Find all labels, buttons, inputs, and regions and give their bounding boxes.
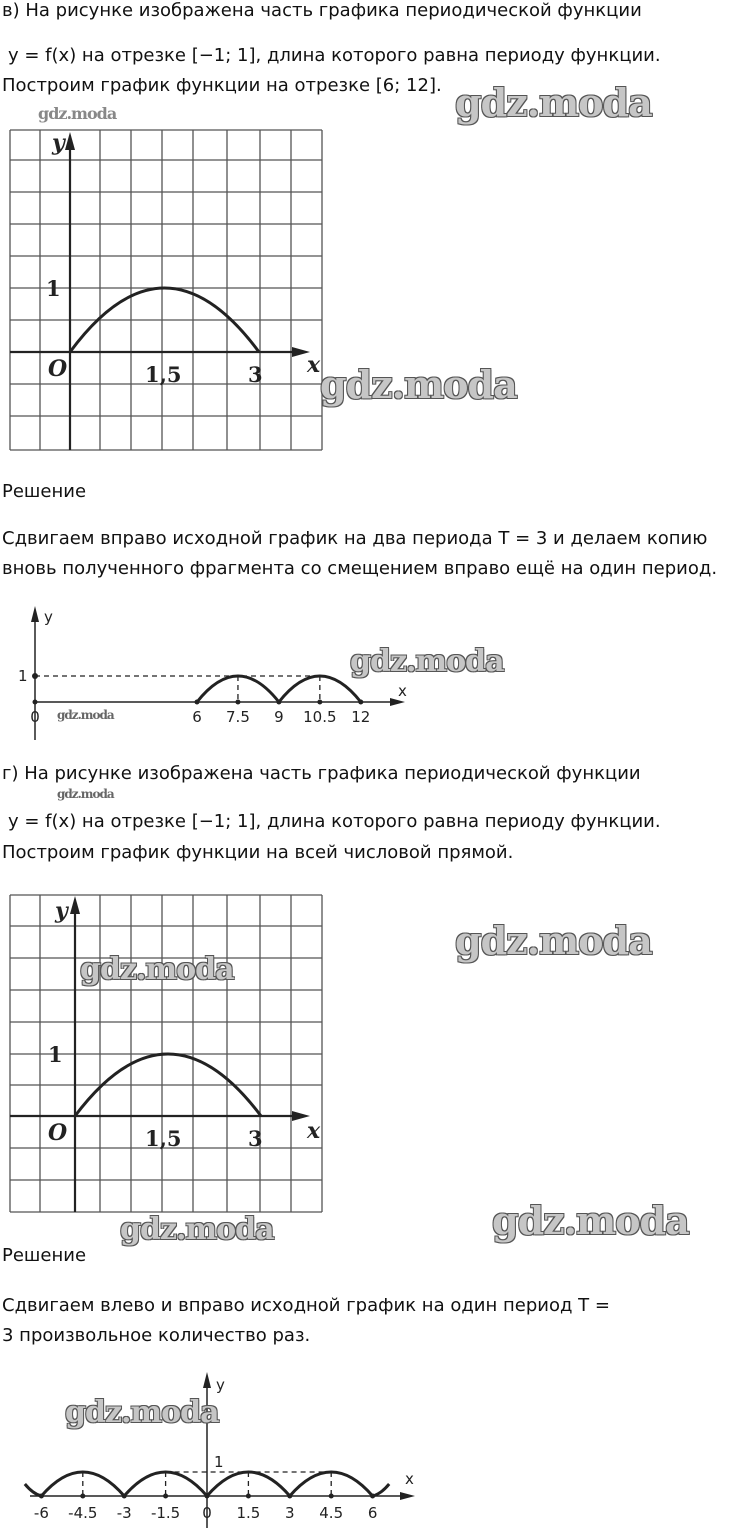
y-axis-label: y bbox=[44, 608, 53, 626]
x-tick-label: 1,5 bbox=[145, 1126, 182, 1151]
watermark: gdz.moda bbox=[320, 362, 517, 407]
watermark: gdz.moda bbox=[65, 1395, 219, 1430]
point bbox=[370, 1494, 375, 1499]
x-tick-label: 6 bbox=[367, 1504, 378, 1522]
x-tick-label: 1.5 bbox=[236, 1504, 261, 1522]
y-tick-label: 1 bbox=[48, 1042, 63, 1067]
x-tick-label: 7.5 bbox=[226, 708, 250, 726]
solution-g-line1: Сдвигаем влево и вправо исходной график на один период T = bbox=[2, 1295, 610, 1316]
point bbox=[39, 1494, 44, 1499]
watermark: gdz.moda bbox=[455, 918, 652, 963]
watermark: gdz.moda bbox=[80, 952, 234, 987]
y-axis-label: y bbox=[52, 130, 65, 156]
problem-g-line1: г) На рисунке изображена часть графика периодической функции bbox=[2, 763, 641, 784]
x-tick-label: -4.5 bbox=[68, 1504, 98, 1522]
point bbox=[122, 1494, 127, 1499]
problem-v-line2: y = f(x) на отрезке [−1; 1], длина которого равна периоду функции. bbox=[8, 45, 661, 66]
x-tick-label: 0 bbox=[30, 708, 40, 726]
y-axis-label: y bbox=[216, 1376, 225, 1394]
watermark: gdz.moda bbox=[38, 104, 117, 123]
x-tick-label: 1,5 bbox=[145, 362, 182, 387]
x-tick-label: 12 bbox=[351, 708, 371, 726]
watermark: gdz.moda bbox=[492, 1198, 689, 1243]
watermark: gdz.moda bbox=[350, 644, 504, 679]
x-tick-label: 3 bbox=[285, 1504, 295, 1522]
x-tick-label: 3 bbox=[248, 362, 263, 387]
point bbox=[205, 1494, 210, 1499]
x-axis-label: x bbox=[307, 352, 321, 378]
x-tick-label: 3 bbox=[248, 1126, 263, 1151]
x-axis-label: x bbox=[307, 1118, 321, 1144]
x-tick-label: -6 bbox=[33, 1504, 49, 1522]
solution-v-line2: вновь полученного фрагмента со смещением вправо ещё на один период. bbox=[2, 558, 718, 579]
y-axis-label: y bbox=[55, 898, 68, 924]
origin-label: O bbox=[48, 356, 68, 382]
x-tick-label: 6 bbox=[192, 708, 202, 726]
x-tick-label: 4.5 bbox=[319, 1504, 344, 1522]
watermark: gdz.moda bbox=[120, 1212, 274, 1247]
origin-label: O bbox=[48, 1120, 68, 1146]
problem-v-line1: в) На рисунке изображена часть графика периодической функции bbox=[2, 0, 642, 21]
solution-v-heading: Решение bbox=[2, 481, 87, 502]
function-arc bbox=[25, 1484, 42, 1496]
x-tick-label: 9 bbox=[274, 708, 284, 726]
watermark: gdz.moda bbox=[57, 708, 114, 722]
x-tick-label: 0 bbox=[202, 1504, 212, 1522]
point bbox=[80, 1494, 85, 1499]
x-axis-label: x bbox=[405, 1470, 414, 1488]
function-arc bbox=[373, 1484, 390, 1496]
solution-v-line1: Сдвигаем вправо исходной график на два периода T = 3 и делаем копию bbox=[2, 528, 708, 549]
problem-g-line3: Построим график функции на всей числовой прямой. bbox=[2, 842, 514, 863]
y-tick-label: 1 bbox=[18, 667, 28, 685]
solution-g-heading: Решение bbox=[2, 1245, 87, 1266]
point bbox=[329, 1494, 334, 1499]
point bbox=[163, 1494, 168, 1499]
point bbox=[246, 1494, 251, 1499]
watermark: gdz.moda bbox=[57, 787, 114, 801]
x-tick-label: -3 bbox=[116, 1504, 132, 1522]
solution-g-line2: 3 произвольное количество раз. bbox=[2, 1325, 311, 1346]
problem-g-line2: y = f(x) на отрезке [−1; 1], длина которого равна периоду функции. bbox=[8, 811, 661, 832]
point bbox=[287, 1494, 292, 1499]
problem-v-line3: Построим график функции на отрезке [6; 12]. bbox=[2, 75, 442, 96]
watermark: gdz.moda bbox=[455, 80, 652, 125]
x-tick-label: 10.5 bbox=[303, 708, 337, 726]
chart-g-whole-line bbox=[0, 1368, 736, 1538]
y-tick-label: 1 bbox=[46, 276, 61, 301]
x-axis-label: x bbox=[398, 682, 407, 700]
y-tick-label: 1 bbox=[214, 1453, 224, 1471]
x-tick-label: -1.5 bbox=[150, 1504, 181, 1522]
